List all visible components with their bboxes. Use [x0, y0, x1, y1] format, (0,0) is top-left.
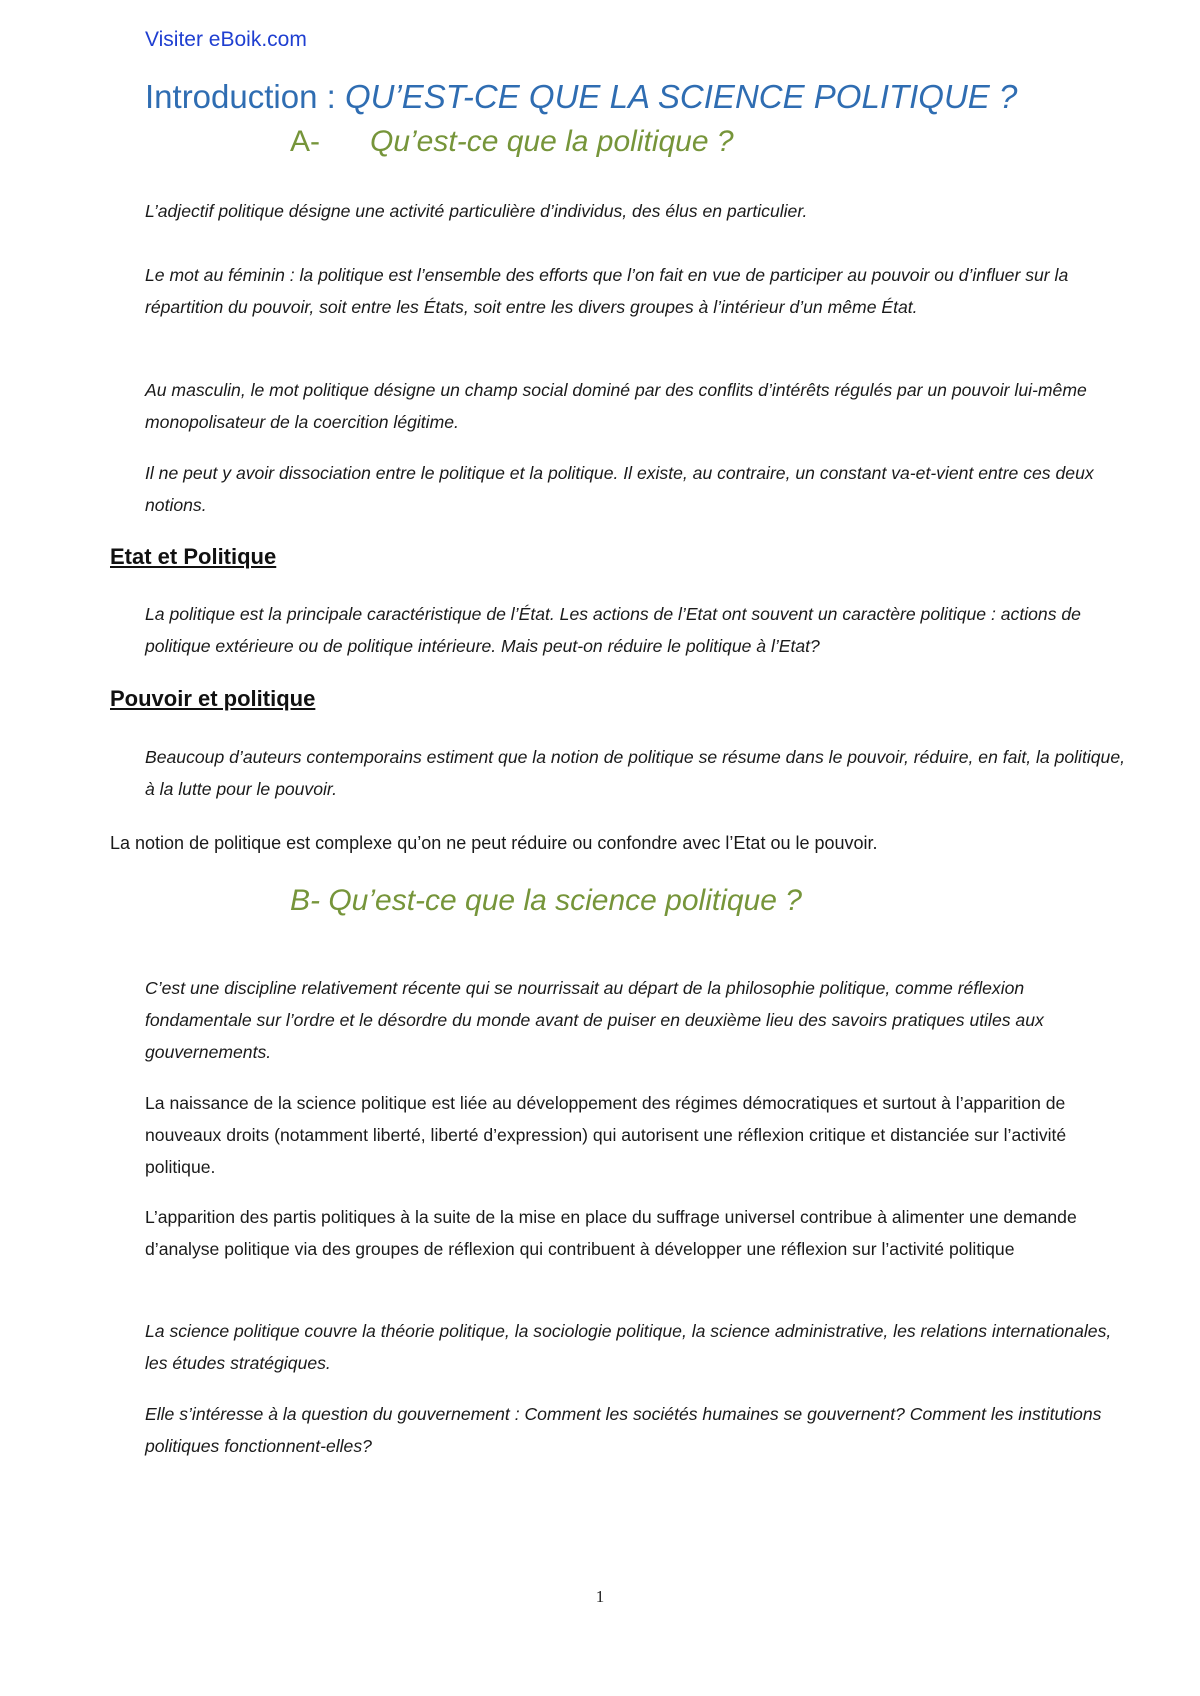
paragraph-conclusion: La notion de politique est complexe qu’on ne peut réduire ou confondre avec l’Etat ou le pouvoir.	[110, 833, 878, 853]
page-number: 1	[595, 1587, 605, 1606]
paragraph-couverture: La science politique couvre la théorie politique, la sociologie politique, la science administrative, les relations internationales, les études stratégiques.	[145, 1321, 1112, 1373]
paragraph-pouvoir-politique: Beaucoup d’auteurs contemporains estiment que la notion de politique se résume dans le pouvoir, réduire, en fait, la politique, à la lutte pour le pouvoir.	[145, 747, 1126, 799]
page-title	[145, 78, 1017, 116]
paragraph-dissociation: Il ne peut y avoir dissociation entre le politique et la politique. Il existe, au contraire, un constant va-et-vient entre ces deux notions.	[145, 463, 1094, 515]
paragraph-discipline: C’est une discipline relativement récente qui se nourrissait au départ de la philosophie politique, comme réflexion fondamentale sur l’ordre et le désordre du monde avant de puiser en deuxième lieu des savoirs pratiques utiles aux gouvernements.	[145, 978, 1044, 1062]
section-a-letter: A-	[290, 125, 320, 158]
site-link[interactable]: Visiter eBoik.com	[145, 28, 307, 51]
title-main: QU’EST-CE QUE LA SCIENCE POLITIQUE ?	[344, 78, 1018, 115]
paragraph-feminin: Le mot au féminin : la politique est l’ensemble des efforts que l’on fait en vue de participer au pouvoir ou d’influer sur la répartition du pouvoir, soit entre les États, soit entre les divers groupes à l’intérieur d’un même État.	[145, 265, 1069, 317]
paragraph-naissance: La naissance de la science politique est liée au développement des régimes démocratiques et surtout à l’apparition de nouveaux droits (notamment liberté, liberté d’expression) qui autorisent une réflexion critique et distanciée sur l’activité politique.	[145, 1093, 1067, 1177]
paragraph-adjectif: L’adjectif politique désigne une activité particulière d’individus, des élus en particulier.	[145, 201, 808, 221]
paragraph-partis: L’apparition des partis politiques à la suite de la mise en place du suffrage universel contribue à alimenter une demande d’analyse politique via des groupes de réflexion qui contribuent à développer une réflexion sur l’activité politique	[145, 1207, 1077, 1259]
title-prefix: Introduction :	[145, 78, 345, 115]
paragraph-gouvernement: Elle s’intéresse à la question du gouvernement : Comment les sociétés humaines se gouvernent? Comment les institutions politiques fonctionnent-elles?	[145, 1404, 1102, 1456]
section-a-heading	[290, 125, 734, 159]
section-b-heading: B- Qu’est-ce que la science politique ?	[290, 884, 802, 917]
heading-etat-politique: Etat et Politique	[110, 544, 277, 569]
section-a-title: Qu’est-ce que la politique ?	[370, 125, 734, 158]
paragraph-masculin: Au masculin, le mot politique désigne un champ social dominé par des conflits d’intérêts régulés par un pouvoir lui-même monopolisateur de la coercition légitime.	[145, 380, 1087, 432]
paragraph-etat-politique: La politique est la principale caractéristique de l’État. Les actions de l’Etat ont souvent un caractère politique : actions de politique extérieure ou de politique intérieure. Mais peut-on réduire le politique à l’Etat?	[145, 604, 1081, 656]
heading-pouvoir-politique: Pouvoir et politique	[110, 686, 316, 711]
